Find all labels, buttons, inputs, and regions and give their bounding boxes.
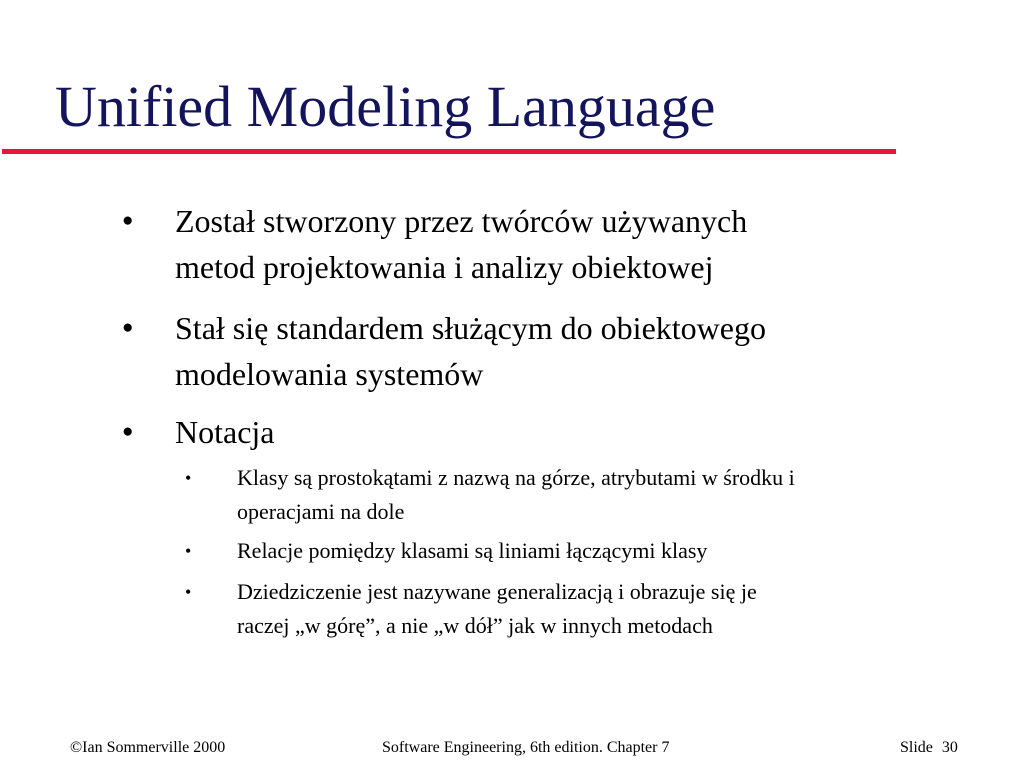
bullet-text-line: Notacja bbox=[175, 414, 275, 450]
bullet-item bbox=[122, 409, 935, 455]
sub-bullet-marker: • bbox=[185, 582, 192, 602]
sub-bullet-text-line: Dziedziczenie jest nazywane generalizacją i obrazuje się je bbox=[237, 579, 757, 604]
bullet-marker: ● bbox=[122, 421, 134, 442]
sub-bullet-text-line: raczej „w górę”, a nie „w dół” jak w innych metodach bbox=[237, 613, 713, 638]
sub-bullet-text-line: Relacje pomiędzy klasami są liniami łączącymi klasy bbox=[237, 538, 708, 563]
footer-slide-counter bbox=[900, 738, 958, 758]
slide-number: 30 bbox=[941, 739, 958, 756]
sub-bullet-item bbox=[185, 461, 997, 529]
footer-copyright: ©Ian Sommerville 2000 bbox=[70, 739, 226, 756]
bullet-item bbox=[122, 198, 935, 290]
bullet-marker: ● bbox=[122, 317, 134, 338]
bullet-item bbox=[122, 305, 935, 397]
bullet-text-line: Został stworzony przez twórców używanych bbox=[175, 203, 748, 239]
bullet-text-line: modelowania systemów bbox=[175, 356, 484, 392]
bullet-marker: ● bbox=[122, 210, 134, 231]
sub-bullet-text-line: Klasy są prostokątami z nazwą na górze, atrybutami w środku i bbox=[237, 465, 795, 490]
footer-book-title: Software Engineering, 6th edition. Chapter 7 bbox=[382, 739, 670, 756]
bullet-text-line: Stał się standardem służącym do obiektowego bbox=[175, 310, 766, 346]
sub-bullet-marker: • bbox=[185, 468, 192, 488]
bullet-text-line: metod projektowania i analizy obiektowej bbox=[175, 249, 714, 285]
slide-title: Unified Modeling Language bbox=[55, 74, 716, 139]
sub-bullet-item bbox=[185, 575, 997, 643]
slide-label: Slide bbox=[900, 739, 933, 756]
sub-bullet-text-line: operacjami na dole bbox=[237, 499, 405, 524]
sub-bullet-item bbox=[185, 534, 997, 568]
sub-bullet-marker: • bbox=[185, 541, 192, 561]
